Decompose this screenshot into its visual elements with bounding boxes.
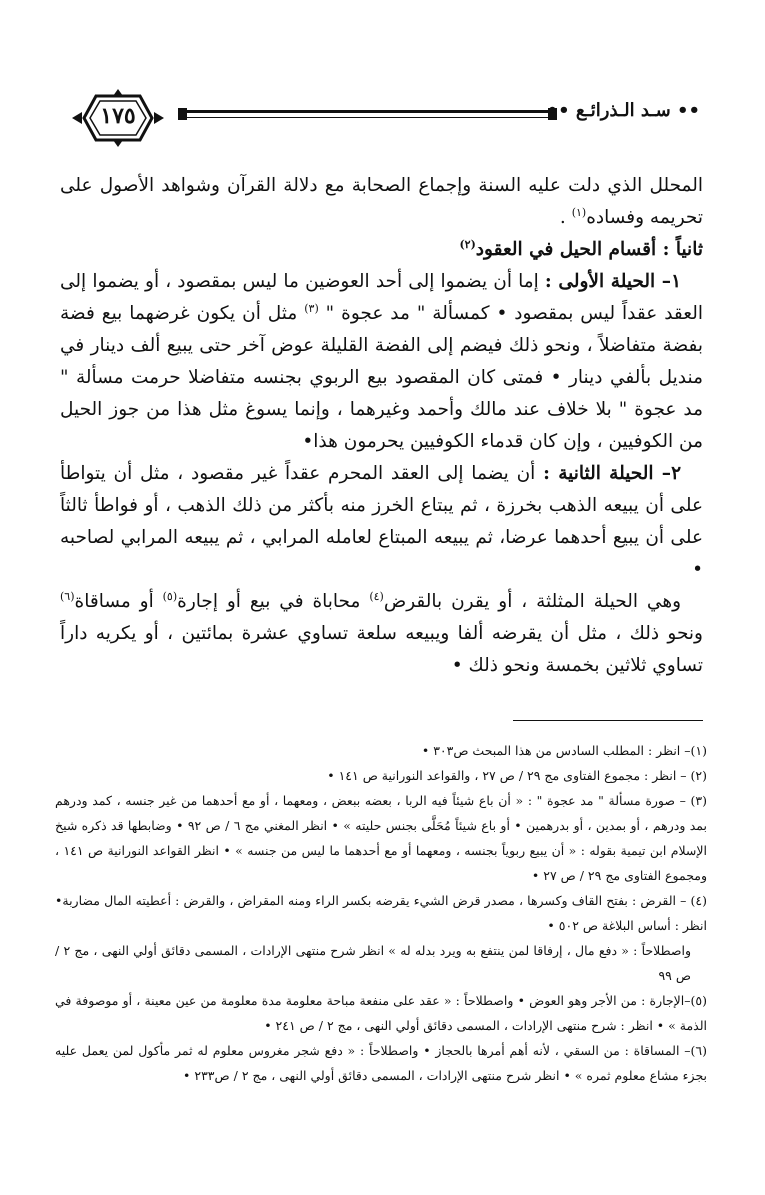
heading-text: ثانياً : أقسام الحيل في العقود [475,239,703,260]
footnote-ref: (٣) [304,301,319,315]
text-run: المحلل الذي دلت عليه السنة وإجماع الصحابة مع دلالة القرآن وشواهد الأصول على تحريمه وفساده [60,175,703,228]
footnote-continuation: واصطلاحاً : « دفع مال ، إرفاقا لمن ينتفع به ويرد بدله له » انظر شرح منتهى الإرادات ، المسمى دقائق أولي النهى ، مج ٢ / ص ٩٩ [55,943,691,983]
footnote: (٥)–الإجارة : من الأجر وهو العوض • واصطلاحاً : « عقد على منفعة مباحة معلومة مدة معلومة من عين معينة ، أو موصوفة في الذمة » • انظر : شرح منتهى الإرادات ، المسمى دقائق أولي النهى ، مج ٢ / ص ٢٤١ • [55,993,707,1033]
footnote-ref: (٥) [162,589,178,603]
page-number-badge [70,88,166,148]
paragraph [60,458,703,586]
text-run: مثل أن يكون غرضهما بيع فضة بفضة متفاضلاً ، ونحو ذلك فيضم إلى الفضة القليلة عوض آخر حتى يبيع ألف دينار في منديل بألفي دينار • فمتى كان المقصود بيع الربوي بجنسه متفاضلا حرمت مسألة " مد عجوة " بلا خلاف عند مالك وأحمد وغيرهما ، وإنما يسوغ مثل هذا من جوز الحيل من الكوفيين ، وإن كان قدماء الكوفيين يحرمون هذا• [60,303,703,452]
section-heading [60,234,703,266]
header-rule-thin [180,117,555,118]
page-number: ١٧٥ [100,103,136,129]
text-run: أو مساقاة [74,591,163,612]
footnote: (٦)– المساقاة : من السقي ، لأنه أهم أمرها بالحجاز • واصطلاحاً : « دفع شجر مغروس معلوم له ثمر مأكول لمن يعمل عليه بجزء مشاع معلوم ثمره » • انظر شرح منتهى الإرادات ، المسمى دقائق أولي النهى ، مج ٢ / ص٢٣٣ • [55,1043,707,1083]
footnote: (٣) – صورة مسألة " مد عجوة " : « أن باع شيئاً فيه الربا ، بعضه ببعض ، ومعهما ، أو مع أحدهما من غير جنسه ، كمد ودرهم بمد ودرهم ، أو بمدين ، أو بدرهمين • أو باع شيئاً مُحَلَّى بجنس حليته » • انظر المغني مج ٦ / ص ٩٢ • وضابطها قد ذكره شيخ الإسلام ابن تيمية بقوله : « أن يبيع ربوياً بجنسه ، ومعهما أو مع أحدهما ما ليس من جنسه » • انظر القواعد النورانية ص ١٤١ ، ومجموع الفتاوى مج ٢٩ / ص ٢٧ • [55,793,708,883]
footnote-ref: (٤) [369,589,384,603]
text-run: . [559,207,572,228]
footnotes [55,738,707,1088]
footnote: (١)– انظر : المطلب السادس من هذا المبحث ص٣٠٣ • [421,743,707,758]
footnote: (٤) – القرض : بفتح القاف وكسرها ، مصدر قرض الشيء يقرضه بكسر الراء ومنه المقراض ، والقرض : أعطيته المال مضاربة• انظر : أساس البلاغة ص ٥٠٢ • [55,893,707,933]
text-run: محاباة في بيع أو إجارة [177,591,370,612]
item-lead: ١– الحيلة الأولى : [544,271,681,292]
text-run: إما أن يضموا إلى أحد العوضين ما ليس بمقصود ، أو يضموا إلى العقد عقداً ليس بمقصود • كمسألة " مد عجوة " [60,271,703,324]
text-run: ونحو ذلك ، مثل أن يقرضه ألفا ويبيعه سلعة تساوي عشرة بمائتين ، أو يكريه داراً تساوي ثلاثين بخمسة ونحو ذلك • [60,623,703,676]
text-run: وهي الحيلة المثلثة ، أو يقرن بالقرض [383,591,682,612]
footnote-divider [513,720,703,721]
footnote: (٢) – انظر : مجموع الفتاوى مج ٢٩ / ص ٢٧ ، والقواعد النورانية ص ١٤١ • [327,768,707,783]
footnote-ref: (٢) [459,237,476,251]
footnote-ref: (٦) [60,589,75,603]
item-lead: ٢– الحيلة الثانية : [543,463,681,484]
text-run: أن يضما إلى العقد المحرم عقداً غير مقصود ، مثل أن يتواطأ على أن يبيعه الذهب بخرزة ، ثم يبتاع الخرز منه بأكثر من ذلك الذهب ، أو فواطأ ثالثاً على أن يبيع أحدهما عرضا، ثم يبيعه المبتاع لعامله المرابي ، ثم يبيعه المرابي لصاحبه • [60,463,703,580]
page-header [70,88,700,148]
main-text [60,170,703,682]
paragraph [60,266,703,458]
paragraph [60,170,703,234]
footnote-ref: (١) [571,205,587,219]
paragraph [60,586,703,682]
header-rule [180,110,555,113]
running-title: •• سـد الـذرائـع •• [546,100,700,121]
